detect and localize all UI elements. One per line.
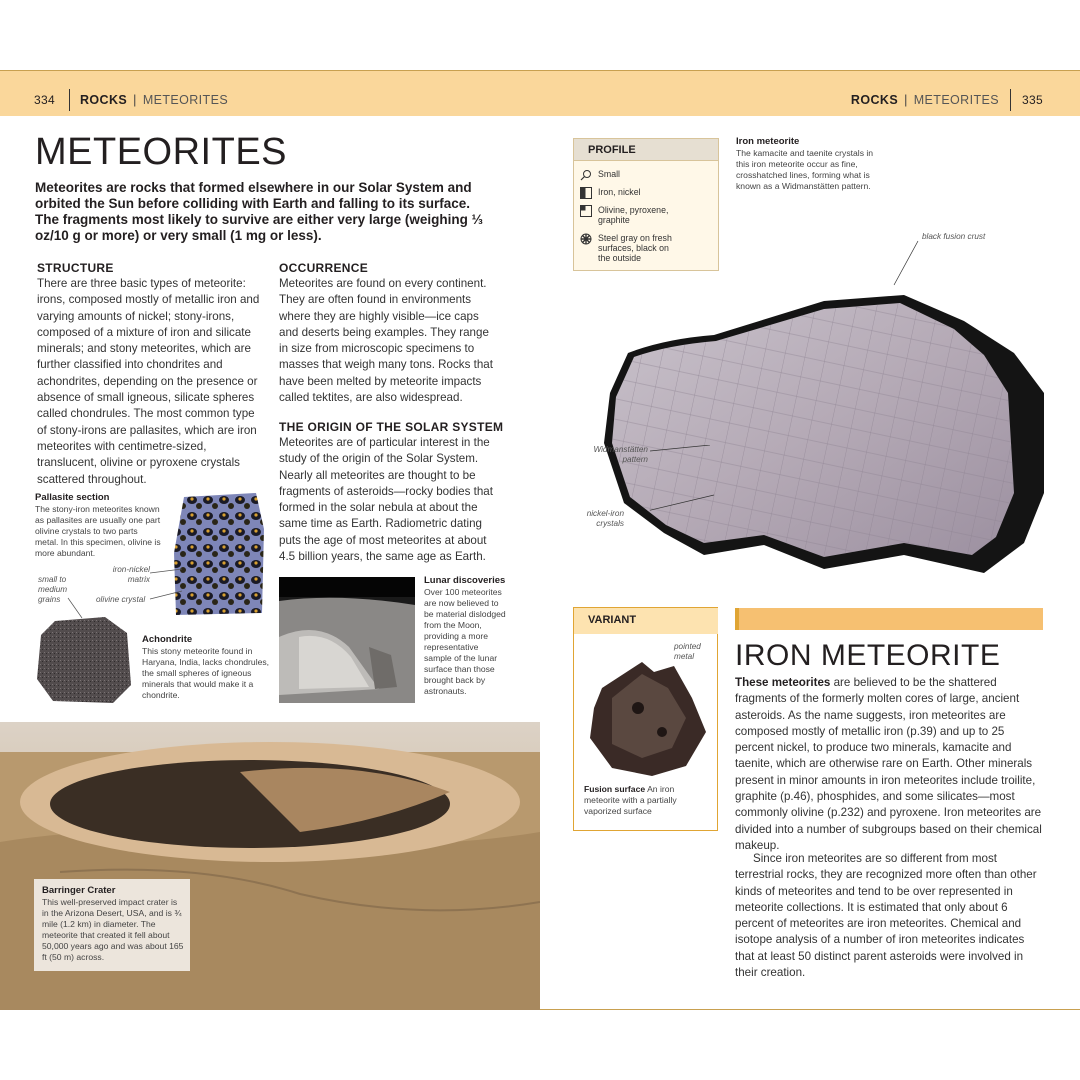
occurrence-heading: OCCURRENCE — [279, 261, 369, 275]
profile-heading: PROFILE — [574, 139, 718, 161]
section-orange-bar-edge — [735, 608, 739, 630]
right-page-number: 335 — [1022, 93, 1043, 107]
fusion-surface-photo — [582, 648, 712, 778]
iron-meteorite-body-1: These meteorites are believed to be the shattered fragments of the formerly molten cores of large, ancient asteroids. As the name suggests, iron meteorites are composed mostly of metallic iron (p.39) and up to 25 percent nickel, to produce two minerals, kamacite and taenite, which are otherwise rare on Earth. Other minerals present in minor amounts in iron meteorites include troilite, graphite (p.46), phosphides, and some silicates—most commonly olivine (p.232) and pyroxene. Iron meteorites are divided into a number of subgroups based on their chemical makeup. — [735, 676, 1042, 852]
label-widmanstatten-pattern: Widmanstätten pattern — [593, 445, 648, 464]
book-spread — [0, 70, 1080, 1010]
profile-row-color: Steel gray on fresh surfaces, black on the outside — [580, 233, 676, 263]
label-olivine-crystal: olivine crystal — [96, 595, 146, 604]
crust-leader-line — [880, 239, 920, 289]
achondrite-caption-title: Achondrite — [142, 634, 193, 645]
profile-row-size: Small — [580, 169, 620, 181]
label-pointed-metal: pointed metal — [674, 642, 701, 661]
label-small-medium-grains: small to medium grains — [38, 575, 68, 604]
crater-caption: This well-preserved impact crater is in the Arizona Desert, USA, and is ¾ mile (1.2 km) in diameter. The meteorite that created it fell about 50,000 years ago and was about 165 ft (50 m) across. — [42, 897, 184, 962]
label-black-fusion-crust: black fusion crust — [922, 232, 986, 241]
label-iron-nickel-matrix: iron-nickel matrix — [112, 565, 150, 584]
page-title: METEORITES — [35, 131, 288, 173]
label-nickel-iron-crystals: nickel-iron crystals — [586, 509, 624, 528]
iron-meteorite-photo — [604, 243, 1050, 579]
variant-heading: VARIANT — [574, 608, 718, 634]
header-divider-line — [1010, 89, 1011, 111]
left-section-label: ROCKS | METEORITES — [80, 93, 229, 107]
intro-paragraph: Meteorites are rocks that formed elsewhere in our Solar System and orbited the Sun before colliding with Earth and falling to its surface. The fragments most likely to survive are either very large (weighing ⅓ oz/10 g or more) or very small (1 mg or less). — [35, 180, 483, 243]
composition-icon — [580, 187, 592, 199]
iron-meteorite-caption: The kamacite and taenite crystals in this iron meteorite occur as fine, crosshatched lines, forming what is known as a Widmanstätten pattern. — [736, 148, 874, 191]
structure-body: There are three basic types of meteorite: irons, composed mostly of metallic iron and varying amounts of nickel; stony-irons, composed of a mixture of iron and silicate minerals; and stony meteorites, which are further classified into chondrites and achondrites, depending on the presence or absence of small igneous, silicate spheres called chondrules. The most common type of stony-irons are pallasites, which are iron meteorites with centimetre-sized, translucent, olivine or pyroxene crystals scattered throughout. — [37, 277, 260, 486]
lunar-caption: Over 100 meteorites are now believed to be material dislodged from the Moon, providing a more representative sample of the lunar surface than those brought back by astronauts. — [424, 587, 506, 696]
iron-meteorite-title: IRON METEORITE — [735, 639, 1001, 672]
color-icon — [580, 233, 592, 245]
achondrite-caption: This stony meteorite found in Haryana, India, lacks chondrules, the small spheres of igneous minerals that would make it a chondrite. — [142, 646, 270, 700]
crystal-icon — [580, 205, 592, 217]
left-page-number: 334 — [34, 93, 55, 107]
achondrite-photo — [35, 615, 133, 705]
variant-box — [573, 607, 718, 831]
lunar-photo — [279, 577, 415, 703]
structure-heading: STRUCTURE — [37, 261, 114, 275]
pallasite-caption: The stony-iron meteorites known as pallasites are usually one part olivine crystals to two parts metal. In this specimen, olivine is more abundant. — [35, 504, 161, 558]
origin-body: Meteorites are of particular interest in the study of the origin of the Solar System. Nearly all meteorites are thought to be fragments of asteroids—rocky bodies that formed in the solar nebula at about the same time as Earth. Radiometric dating puts the age of most meteorites at about 4.5 billion years, the same age as Earth. — [279, 436, 493, 564]
lunar-caption-title: Lunar discoveries — [424, 575, 506, 586]
crater-caption-title: Barringer Crater — [42, 885, 116, 896]
occurrence-body: Meteorites are found on every continent. They are often found in environments where they are highly visible—ice caps and deserts being examples. They range in size from microscopic specimens to masses that weigh many tons. Rocks that have been melted by meteorite impacts called tektites, are also widespread. — [279, 277, 493, 405]
profile-row-crystals: Olivine, pyroxene, graphite — [580, 205, 676, 225]
profile-row-composition: Iron, nickel — [580, 187, 641, 199]
header-divider-line — [69, 89, 70, 111]
photo-leader-lines — [650, 445, 720, 525]
running-header — [0, 71, 1080, 116]
iron-meteorite-body-2: Since iron meteorites are so different from most terrestrial rocks, they are recognized more often than other kinds of meteorites and tend to be over represented in meteorite collections. It is estimated that only about 6 percent of meteorites are iron meteorites. Chemical and isotope analysis of a number of iron meteorites indicates that at least 50 distinct parent asteroids were involved in their creation. — [735, 852, 1037, 980]
iron-meteorite-caption-title: Iron meteorite — [736, 136, 800, 147]
magnifier-icon — [580, 169, 592, 181]
pallasite-caption-title: Pallasite section — [35, 492, 110, 503]
right-section-label: ROCKS | METEORITES — [850, 93, 999, 107]
pallasite-leader-lines — [148, 567, 188, 601]
origin-heading: THE ORIGIN OF THE SOLAR SYSTEM — [279, 420, 504, 434]
fusion-surface-caption: Fusion surface An iron meteorite with a partially vaporized surface — [584, 784, 677, 816]
section-orange-bar — [735, 608, 1043, 630]
